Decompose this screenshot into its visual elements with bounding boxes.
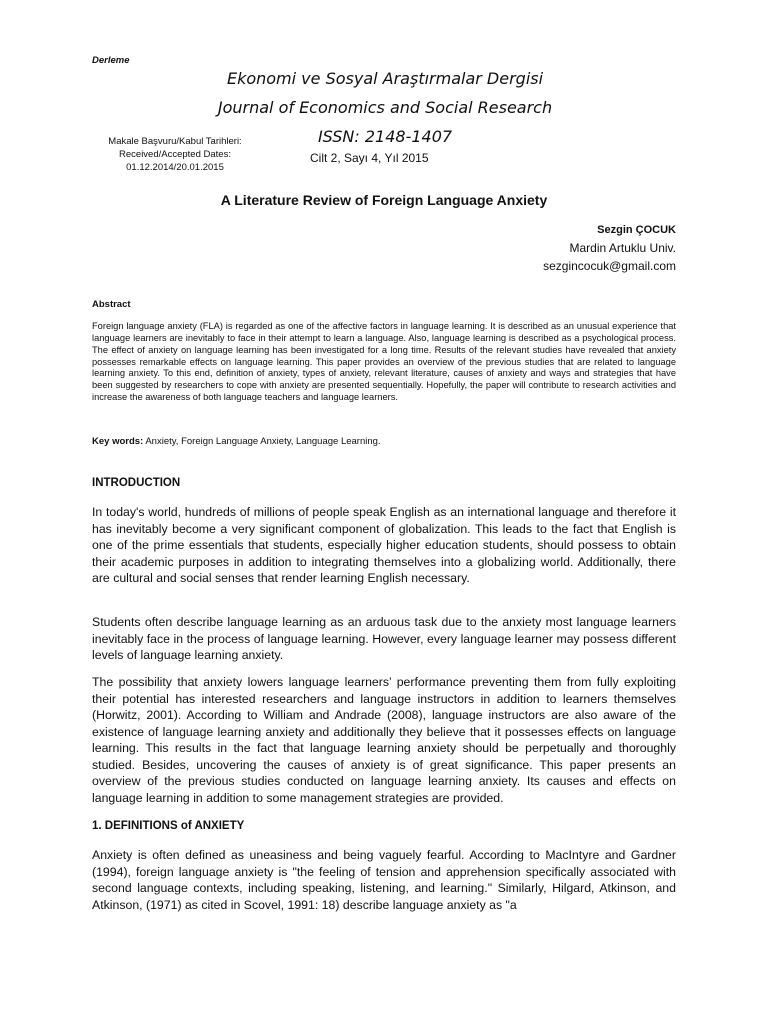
journal-issn: ISSN: 2148-1407 [317,127,453,146]
keywords-label: Key words: [92,436,144,447]
author-email: sezgincocuk@gmail.com [543,259,676,273]
author-name: Sezgin ÇOCUK [597,224,676,236]
section-1-heading: 1. DEFINITIONS of ANXIETY [92,820,245,832]
section-1-paragraph-1: Anxiety is often defined as uneasiness and being vaguely fearful. According to MacIntyre and Gardner (1994), foreign language anxiety is "the feeling of tension and apprehension specifically associated with second language contexts, including speaking, listening, and learning." Similarly, Hilgard, Atkinson, and Atkinson, (1971) as cited in Scovel, 1991: 18) describe language anxiety as "a [92,848,676,912]
keywords-line [92,436,676,447]
author-block [543,221,676,275]
article-type-label: Derleme [92,55,130,66]
keywords-list: Anxiety, Foreign Language Anxiety, Language Learning. [145,436,381,447]
journal-title-english: Journal of Economics and Social Research [217,98,553,117]
abstract-heading: Abstract [92,299,131,310]
author-affiliation: Mardin Artuklu Univ. [569,241,676,255]
submission-dates: 01.12.2014/20.01.2015 [126,162,224,173]
introduction-paragraph-3: The possibility that anxiety lowers language learners’ performance preventing them from fully exploiting their potential has interested researchers and language instructors in addition to learners themselves (Horwitz, 2001). According to William and Andrade (2008), language instructors are also aware of the existence of language learning anxiety and additionally they believe that it possesses effects on language learning. This results in the fact that language learning anxiety should be perpetually and thoroughly studied. Besides, uncovering the causes of anxiety is of great significance. This paper presents an overview of the previous studies conducted on language learning anxiety. Its causes and effects on language learning in addition to some management strategies are provided. [92,675,676,805]
submission-label-english: Received/Accepted Dates: [119,149,231,160]
submission-info [90,135,260,174]
introduction-paragraph-1: In today's world, hundreds of millions of people speak English as an international language and therefore it has inevitably become a very significant component of globalization. This leads to the fact that English is one of the prime essentials that students, especially higher education students, should possess to obtain their academic purposes in addition to integrating themselves into a globalizing world. Additionally, there are cultural and social senses that render learning English necessary. [92,505,676,585]
introduction-paragraph-2: Students often describe language learning as an arduous task due to the anxiety most language learners inevitably face in the process of language learning. However, every language learner may possess different levels of language learning anxiety. [92,615,676,662]
introduction-heading: INTRODUCTION [92,477,181,489]
abstract-text: Foreign language anxiety (FLA) is regarded as one of the affective factors in language learning. It is described as an unusual experience that language learners are inevitably to face in their attempt to learn a language. Also, language learning is described as a psychological process. The effect of anxiety on language learning has been investigated for a long time. Results of the relevant studies have revealed that anxiety possesses remarkable effects on language learning. This paper provides an overview of the previous studies that are related to language learning anxiety. To this end, definition of anxiety, types of anxiety, relevant literature, causes of anxiety and ways and strategies that have been suggested by researchers to cope with anxiety are presented sequentially. Hopefully, the paper will contribute to research activities and increase the awareness of both language teachers and language learners. [92,321,676,403]
volume-info: Cilt 2, Sayı 4, Yıl 2015 [310,151,429,165]
article-title: A Literature Review of Foreign Language Anxiety [220,192,548,208]
submission-label-turkish: Makale Başvuru/Kabul Tarihleri: [108,136,242,147]
journal-title-turkish: Ekonomi ve Sosyal Araştırmalar Dergisi [226,69,544,88]
